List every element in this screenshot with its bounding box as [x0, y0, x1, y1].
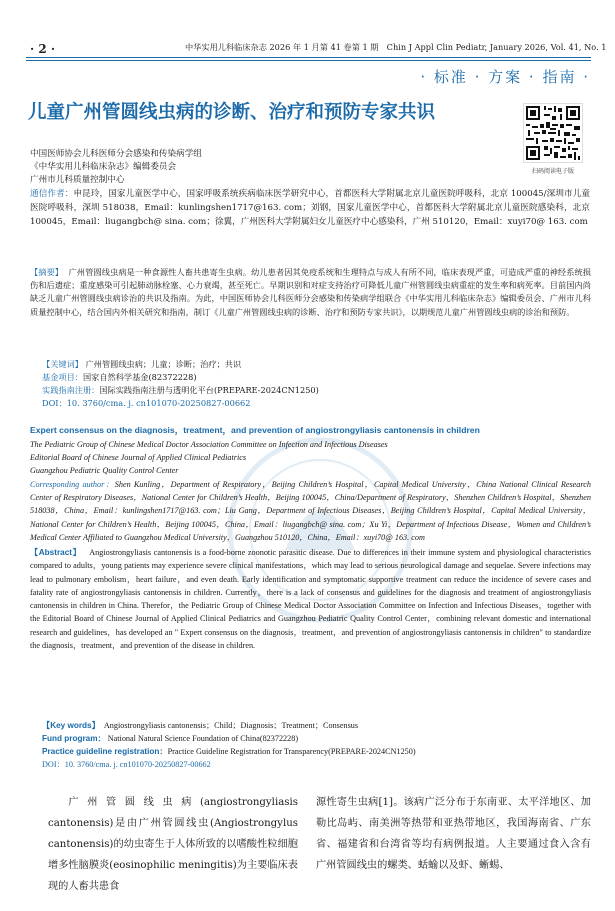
- author-group: 《中华实用儿科临床杂志》编辑委员会: [30, 162, 177, 172]
- corresponding-authors-cn: [30, 188, 590, 229]
- registration-cn: [42, 384, 319, 396]
- header-rule-thin: [26, 60, 591, 61]
- fund-cn: [42, 371, 197, 383]
- affiliation: Guangzhou Pediatric Quality Control Center: [30, 466, 179, 476]
- fund-text-en: National Natural Science Foundation of China(82372228): [107, 734, 299, 743]
- keywords-en: [42, 720, 358, 732]
- doi-cn-link[interactable]: DOI：10. 3760/cma. j. cn101070-20250827-00662: [42, 398, 251, 408]
- abstract-text-cn: 广州管圆线虫病是一种食源性人畜共患寄生虫病。幼儿患者因其免疫系统和生理特点与成人有所不同，临床表现严重，可造成严重的神经系统损伤和后遗症；重度感染可引起肺动脉栓塞、心力衰竭，甚至死亡。早期识别和对症支持治疗可降低儿童广州管圆线虫病重症的发生率和病死率。目前国内尚缺乏儿童广州管圆线虫病诊治的共识及指南。为此，中国医师协会儿科医师分会感染和传染病学组联合《中华实用儿科临床杂志》编辑委员会、广州市儿科质量控制中心，结合国内外相关研究和指南，制订《儿童广州管圆线虫病的诊断、治疗和预防专家共识》，以期规范儿童广州管圆线虫病的诊治和预防。: [30, 267, 591, 317]
- section-tag: · 标准 · 方案 · 指南 ·: [420, 68, 590, 86]
- header-rule: [26, 57, 591, 58]
- abstract-label-en: 【Abstract】: [30, 548, 82, 557]
- corresponding-text-en: Shen Kunling，Department of Respiratory，Beijing Children’s Hospital，Capital Medical University，China National Clinical Research Center of Respiratory Diseases，National Center for Children’s Health，Beijing 100045，China/Department of Respiratory，Shenzhen Children’s Hospital，Shenzhen 518038，China，Email：kunlingshen1717@163. com；Liu Gang，Department of Infectious Diseases，Beijing Children’s Hospital，Capital Medical University，National Center for Children’s Health，Beijing 100045，China，Email：liugangbch@ sina. com；Xu Yi，Department of Infectious Disease，Women and Children’s Medical Center Affiliated to Guangzhou Medical University，Guangzhou 510120，China，Email：xuyi70@ 163. com: [30, 480, 591, 542]
- authors-cn: [30, 148, 510, 187]
- registration-label-en: Practice guideline registration：: [42, 747, 168, 756]
- corresponding-authors-en: [30, 478, 591, 544]
- fund-en: [42, 733, 298, 745]
- author-group: 广州市儿科质量控制中心: [30, 175, 125, 185]
- affiliation: Editorial Board of Chinese Journal of Applied Clinical Pediatrics: [30, 453, 247, 463]
- registration-text-cn: 国际实践指南注册与透明化平台(PREPARE-2024CN1250): [99, 385, 319, 395]
- abstract-cn: [30, 266, 591, 319]
- doi-en-link[interactable]: DOI：10. 3760/cma. j. cn101070-20250827-00662: [42, 760, 211, 769]
- keywords-cn: [42, 358, 241, 370]
- qr-caption: 扫码阅读电子版: [531, 168, 574, 175]
- running-header: 中华实用儿科临床杂志 2026 年 1 月第 41 卷第 1 期 Chin J Appl Clin Pediatr, January 2026, Vol. 41, No. 1: [185, 42, 607, 52]
- registration-en: [42, 746, 416, 758]
- corresponding-label-cn: 通信作者：: [30, 189, 74, 199]
- fund-text-cn: 国家自然科学基金(82372228): [82, 372, 197, 382]
- affiliation: The Pediatric Group of Chinese Medical Doctor Association Committee on Infection and Infectious Diseases: [30, 440, 388, 449]
- corresponding-text-cn: 申昆玲，国家儿童医学中心，国家呼吸系统疾病临床医学研究中心，首都医科大学附属北京儿童医院呼吸科，北京 100045/深圳市儿童医院呼吸科，深圳 518038，Email：kunlingshen1717@163. com；刘钢，国家儿童医学中心，首都医科大学附属北京儿童医院感染科，北京 100045，Email：liugangbch@ sina. com；徐翼，广州医科大学附属妇女儿童医疗中心感染科，广州 510120，Email：xuyi70@ 163. com: [30, 189, 590, 227]
- abstract-text-en: Angiostrongyliasis cantonensis is a food-borne zoonotic parasitic disease. Due to differences in their immune system and physiological characteristics compared to adults，young patients may experience severe clinical manifestations，which may lead to serious neurological damage and sequelae. Severe infections may lead to pulmonary embolism，heart failure，and even death. Early identification and symptomatic supportive treatment can reduce the incidence of severe cases and fatality rate of angiostrongyliasis cantonensis in children. Currently，there is a lack of consensus and guidelines for the diagnosis and treatment of angiostrongyliasis cantonensis in children in China. Therefor，the Pediatric Group of Chinese Medical Doctor Association Committee on Infection and Infectious Diseases，together with the Editorial Board of Chinese Journal of Applied Clinical Pediatrics and Guangzhou Pediatric Quality Control Center，combining relevant domestic and international research and guidelines，has developed an " Expert consensus on the diagnosis，treatment，and prevention of angiostrongyliasis cantonensis in children" to standardize the diagnosis，treatment，and prevention of the disease in children.: [30, 548, 591, 650]
- body-column-right: 源性寄生虫病[1]。该病广泛分布于东南亚、太平洋地区、加勒比岛屿、南美洲等热带和亚热带地区，我国海南省、广东省、福建省和台湾省等均有病例报道。人主要通过食入含有广州管圆线虫的螺类、蛞蝓以及虾、蜥蜴、: [316, 797, 591, 871]
- keywords-label-en: 【Key words】: [42, 721, 100, 730]
- keywords-text-cn: 广州管圆线虫病；儿童；诊断；治疗；共识: [85, 359, 242, 369]
- keywords-label-cn: 【关键词】: [42, 359, 83, 369]
- corresponding-label-en: Corresponding author：: [30, 480, 115, 489]
- abstract-en: [30, 546, 591, 652]
- article-title-cn: 儿童广州管圆线虫病的诊断、治疗和预防专家共识: [28, 102, 436, 123]
- fund-label-cn: 基金项目：: [42, 372, 83, 382]
- page-number: · 2 ·: [30, 42, 56, 56]
- affiliations-en: [30, 438, 591, 478]
- registration-text-en: Practice Guideline Registration for Transparency(PREPARE-2024CN1250): [167, 747, 416, 756]
- fund-label-en: Fund program：: [42, 734, 106, 743]
- keywords-text-en: Angiostrongyliasis cantonensis；Child；Diagnosis；Treatment；Consensus: [103, 721, 359, 730]
- article-title-en: Expert consensus on the diagnosis，treatment，and prevention of angiostrongyliasis cantonensis in children: [30, 425, 480, 435]
- abstract-label-cn: 【摘要】: [30, 267, 64, 277]
- qr-code-icon[interactable]: [523, 103, 583, 163]
- author-group: 中国医师协会儿科医师分会感染和传染病学组: [30, 149, 202, 159]
- body-column-left: 广州管圆线虫病(angiostrongyliasis cantonensis)是由广州管圆线虫(Angiostrongylus cantonensis)的幼虫寄生于人体所致的以嗜酸性粒细胞增多性脑膜炎(eosinophilic meningitis)为主要临床表现的人畜共患食: [48, 797, 298, 892]
- registration-label-cn: 实践指南注册：: [42, 385, 100, 395]
